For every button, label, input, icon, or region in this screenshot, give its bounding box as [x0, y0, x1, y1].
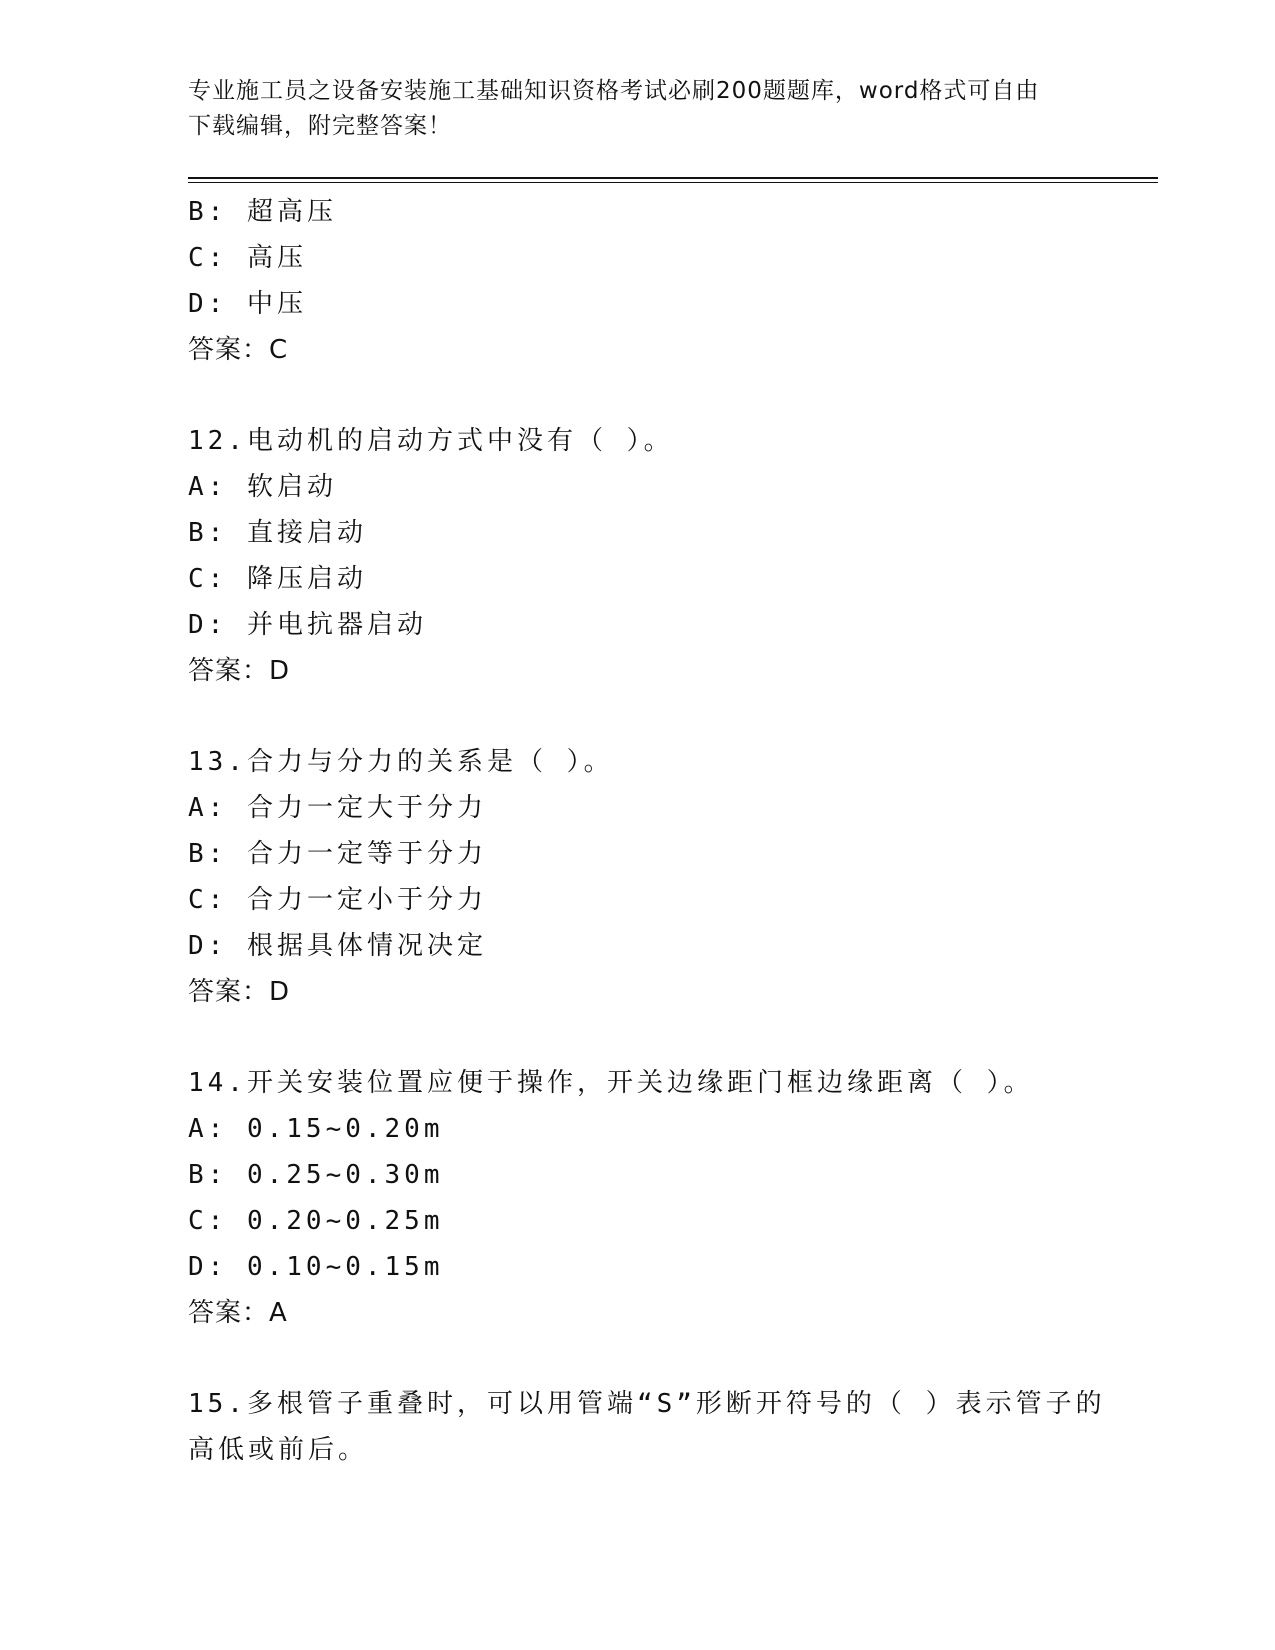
q13-option-d: D: 根据具体情况决定 — [188, 931, 487, 961]
document-header — [188, 74, 1088, 144]
header-divider-thin — [188, 182, 1158, 183]
question-12-block — [188, 418, 1168, 694]
q12-answer: 答案：D — [188, 656, 291, 686]
q11-option-d: D: 中压 — [188, 289, 307, 319]
q15-question-line-1: 15.多根管子重叠时，可以用管端“S”形断开符号的（ ）表示管子的 — [188, 1389, 1106, 1419]
q15-question-line-2: 高低或前后。 — [188, 1435, 369, 1465]
q13-option-a: A: 合力一定大于分力 — [188, 793, 487, 823]
q11-answer: 答案：C — [188, 335, 289, 365]
header-line-2: 下载编辑，附完整答案！ — [188, 113, 452, 139]
q12-option-d: D: 并电抗器启动 — [188, 610, 427, 640]
q14-answer: 答案：A — [188, 1298, 288, 1328]
q13-question: 13.合力与分力的关系是（ ）。 — [188, 747, 614, 777]
q11-option-b: B: 超高压 — [188, 197, 337, 227]
q12-option-b: B: 直接启动 — [188, 518, 367, 548]
q12-option-c: C: 降压启动 — [188, 564, 367, 594]
q13-answer: 答案：D — [188, 977, 291, 1007]
question-14-block — [188, 1060, 1168, 1336]
q13-option-c: C: 合力一定小于分力 — [188, 885, 487, 915]
question-13-block — [188, 739, 1168, 1015]
question-list — [188, 189, 1168, 1473]
q14-option-a: A: 0.15~0.20m — [188, 1114, 444, 1144]
q14-question: 14.开关安装位置应便于操作，开关边缘距门框边缘距离（ ）。 — [188, 1068, 1034, 1098]
q14-option-d: D: 0.10~0.15m — [188, 1252, 444, 1282]
q14-option-b: B: 0.25~0.30m — [188, 1160, 444, 1190]
q13-option-b: B: 合力一定等于分力 — [188, 839, 487, 869]
q14-option-c: C: 0.20~0.25m — [188, 1206, 444, 1236]
q12-option-a: A: 软启动 — [188, 472, 337, 502]
header-line-1: 专业施工员之设备安装施工基础知识资格考试必刷200题题库，word格式可自由 — [188, 78, 1040, 104]
question-15-block — [188, 1381, 1168, 1473]
header-divider-thick — [188, 177, 1158, 179]
q12-question: 12.电动机的启动方式中没有（ ）。 — [188, 426, 674, 456]
q11-option-c: C: 高压 — [188, 243, 307, 273]
question-11-block — [188, 189, 1168, 373]
